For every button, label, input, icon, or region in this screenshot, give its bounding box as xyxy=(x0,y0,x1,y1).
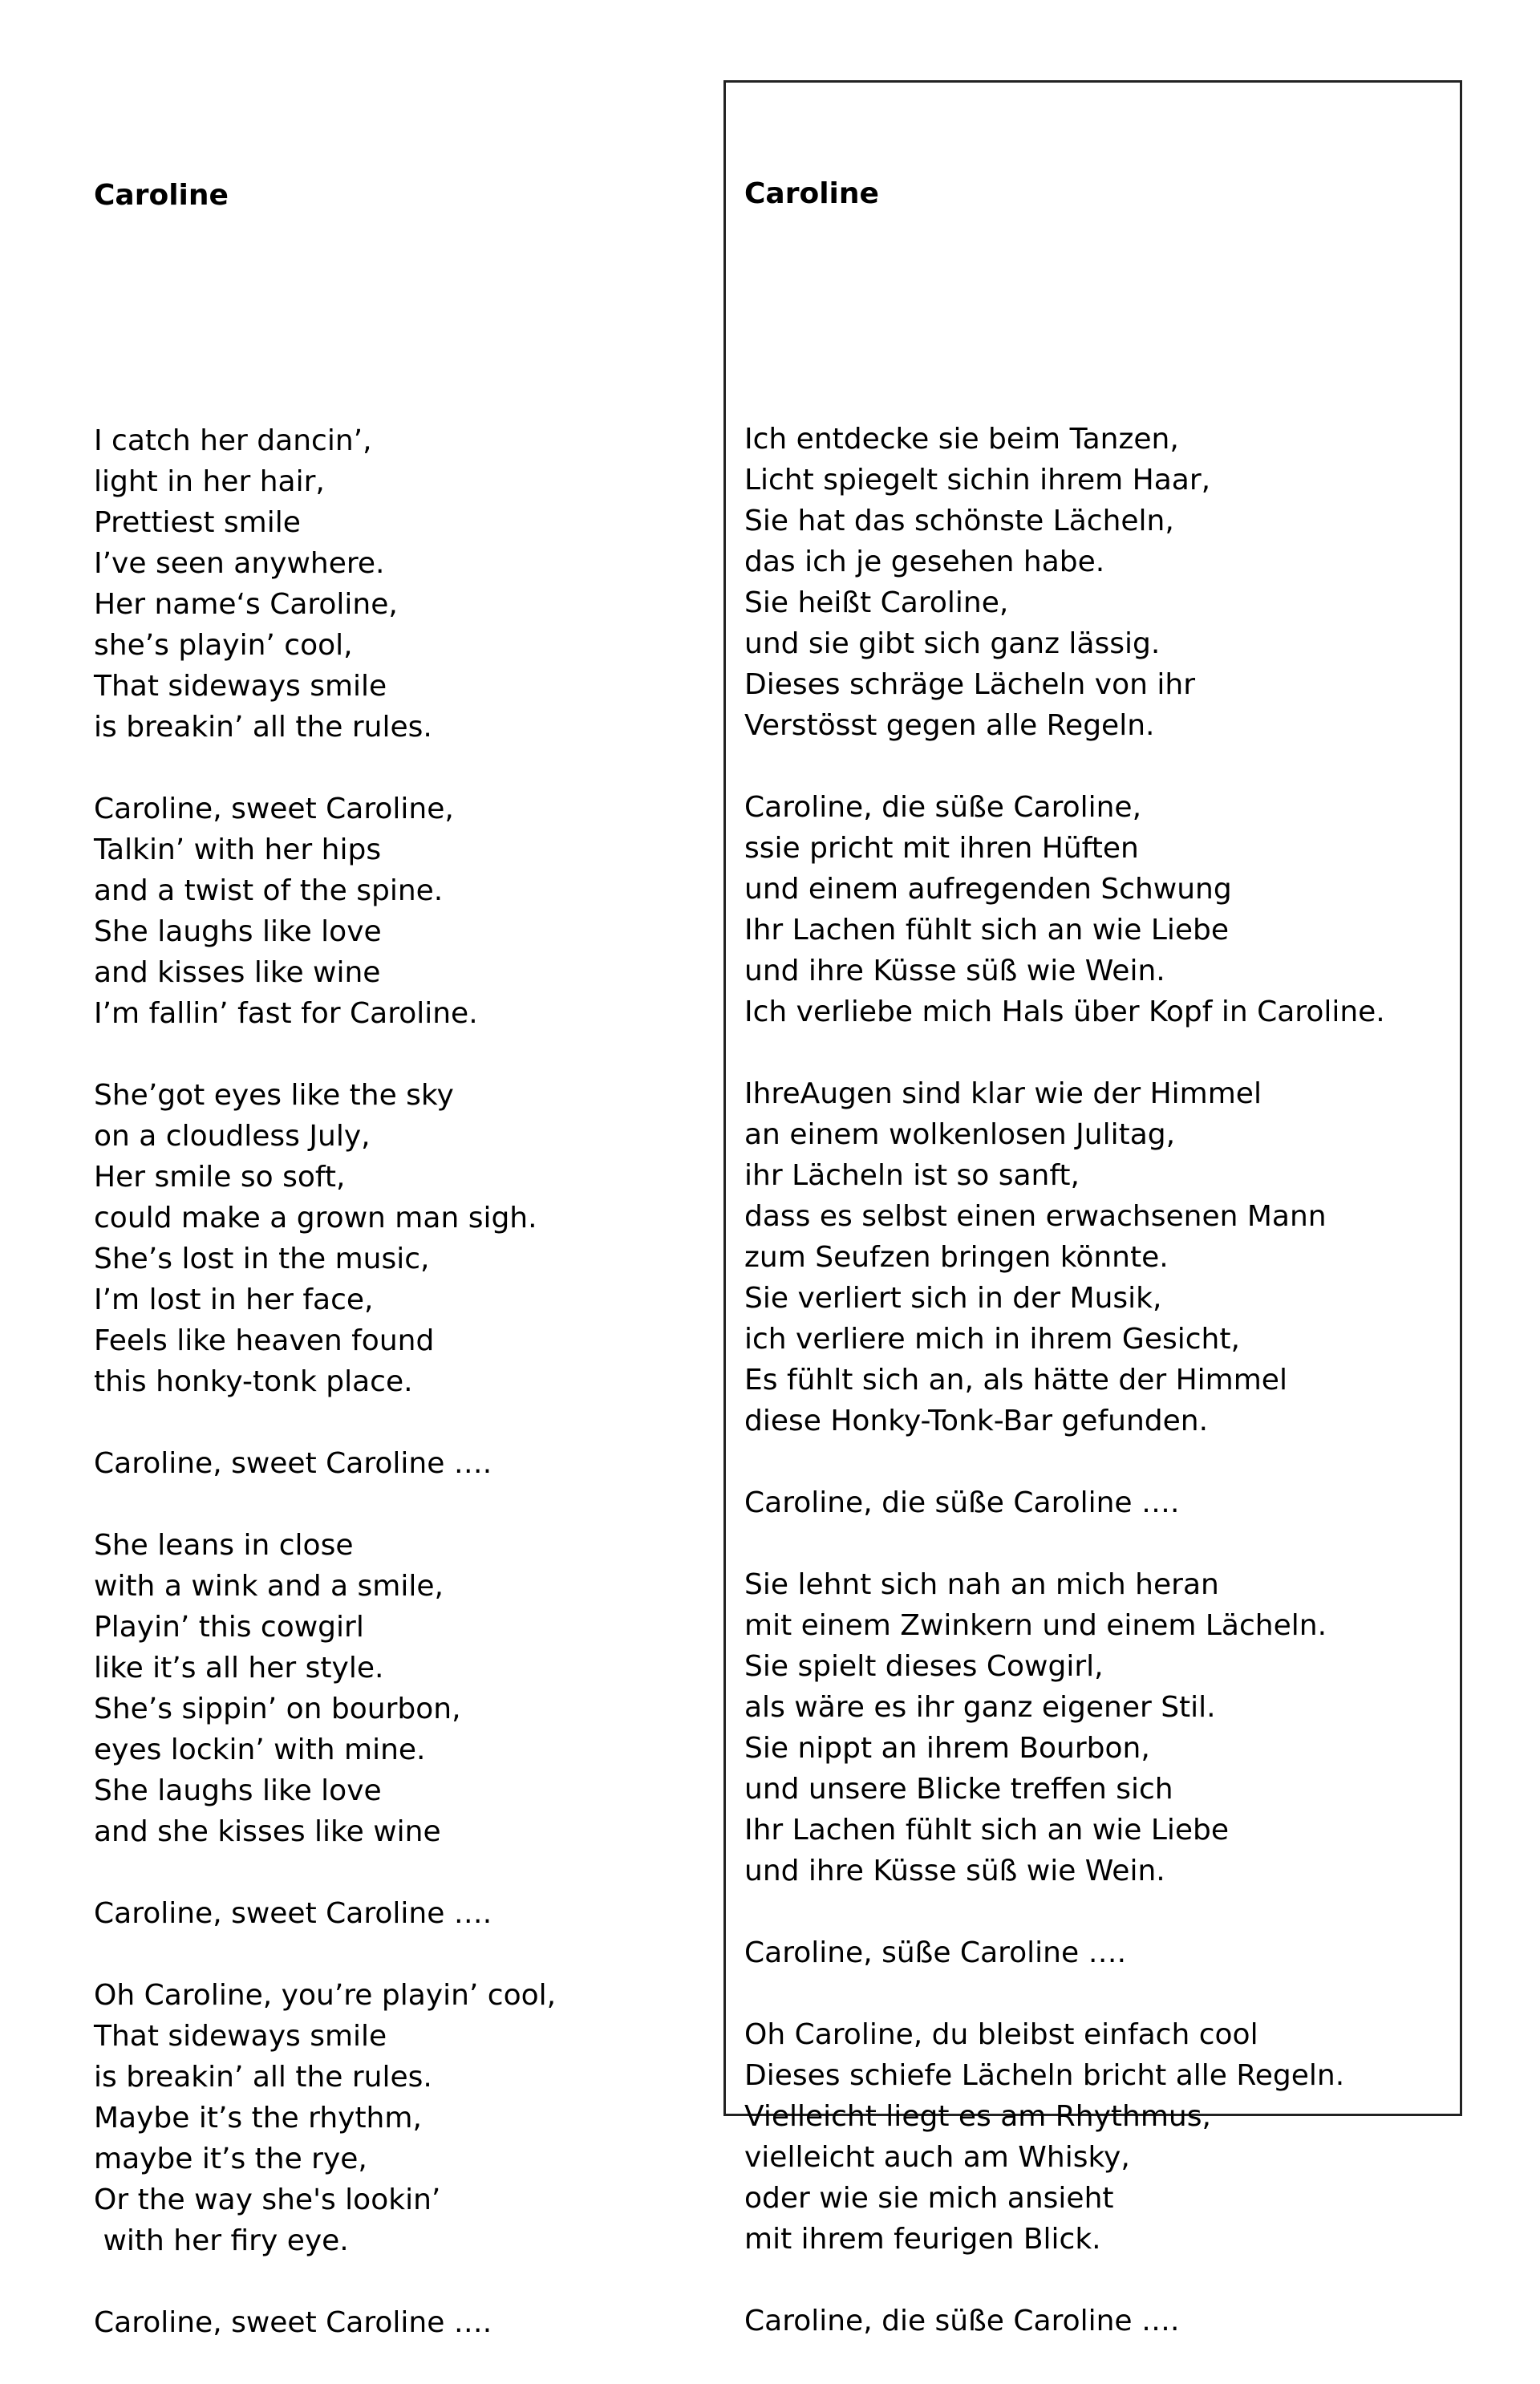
english-lyric-line: She laughs like love xyxy=(94,915,382,948)
english-lyric-line: Oh Caroline, you’re playin’ cool, xyxy=(94,1979,557,2012)
english-lyric-line: with a wink and a smile, xyxy=(94,1570,444,1603)
german-stanza xyxy=(744,1482,1450,1523)
german-stanzas xyxy=(744,419,1450,2341)
english-lyric-line: Her smile so soft, xyxy=(94,1161,346,1194)
german-lyric-line: Ihr Lachen fühlt sich an wie Liebe xyxy=(744,1814,1230,1847)
german-lyric-line: Es fühlt sich an, als hätte der Himmel xyxy=(744,1364,1287,1397)
german-lyric-line: Licht spiegelt sichin ihrem Haar, xyxy=(744,464,1211,497)
german-lyric-line: Caroline, süße Caroline …. xyxy=(744,1936,1127,1969)
german-lyric-line: Dieses schiefe Lächeln bricht alle Regeln. xyxy=(744,2059,1345,2092)
german-lyric-line: Ich verliebe mich Hals über Kopf in Caroline. xyxy=(744,995,1385,1028)
german-lyric-line: Sie nippt an ihrem Bourbon, xyxy=(744,1732,1150,1765)
english-lyric-line: She leans in close xyxy=(94,1529,354,1562)
german-lyric-line: oder wie sie mich ansieht xyxy=(744,2182,1114,2215)
german-stanza xyxy=(744,1073,1450,1441)
german-lyric-line: ssie pricht mit ihren Hüften xyxy=(744,832,1139,865)
german-stanza xyxy=(744,2301,1450,2341)
english-lyric-line: with her firy eye. xyxy=(94,2224,349,2257)
german-stanza xyxy=(744,1932,1450,1973)
english-lyric-line: eyes lockin’ with mine. xyxy=(94,1733,426,1766)
english-lyric-line: That sideways smile xyxy=(94,670,387,703)
german-lyric-line: Sie lehnt sich nah an mich heran xyxy=(744,1568,1219,1601)
german-lyric-line: zum Seufzen bringen könnte. xyxy=(744,1241,1169,1274)
english-stanza xyxy=(94,1893,703,1934)
title-spacer xyxy=(94,298,703,339)
english-lyric-line: I’m fallin’ fast for Caroline. xyxy=(94,997,478,1030)
german-lyric-line: vielleicht auch am Whisky, xyxy=(744,2141,1130,2174)
english-lyric-line: She laughs like love xyxy=(94,1774,382,1807)
english-lyric-line: and kisses like wine xyxy=(94,956,381,989)
english-lyric-line: this honky-tonk place. xyxy=(94,1365,413,1398)
german-lyric-line: Caroline, die süße Caroline …. xyxy=(744,2305,1180,2337)
english-lyric-line: She’s lost in the music, xyxy=(94,1243,430,1275)
english-lyric-line: on a cloudless July, xyxy=(94,1120,371,1153)
german-lyric-line: ich verliere mich in ihrem Gesicht, xyxy=(744,1323,1240,1356)
english-lyric-line: like it’s all her style. xyxy=(94,1652,384,1685)
english-lyric-line: Maybe it’s the rhythm, xyxy=(94,2102,422,2135)
english-lyric-line: light in her hair, xyxy=(94,465,325,498)
english-lyric-line: She’s sippin’ on bourbon, xyxy=(94,1693,461,1725)
german-stanza xyxy=(744,2014,1450,2260)
english-lyric-line: Or the way she's lookin’ xyxy=(94,2183,441,2216)
german-lyric-line: Caroline, die süße Caroline …. xyxy=(744,1486,1180,1519)
german-title: Caroline xyxy=(744,177,879,210)
english-title: Caroline xyxy=(94,179,229,212)
german-lyric-line: Caroline, die süße Caroline, xyxy=(744,791,1142,824)
english-lyric-line: I’m lost in her face, xyxy=(94,1283,374,1316)
german-lyrics-column xyxy=(744,91,1450,2382)
english-stanza xyxy=(94,1525,703,1852)
german-lyric-line: und sie gibt sich ganz lässig. xyxy=(744,627,1161,660)
german-lyric-line: Sie heißt Caroline, xyxy=(744,586,1009,619)
german-lyric-line: und ihre Küsse süß wie Wein. xyxy=(744,955,1165,987)
english-lyric-line: Caroline, sweet Caroline …. xyxy=(94,2306,492,2339)
english-lyric-line: That sideways smile xyxy=(94,2020,387,2053)
german-lyric-line: Sie hat das schönste Lächeln, xyxy=(744,505,1174,537)
german-stanza xyxy=(744,1564,1450,1891)
english-stanza xyxy=(94,2302,703,2343)
english-lyric-line: and she kisses like wine xyxy=(94,1815,441,1848)
english-stanza xyxy=(94,1975,703,2261)
german-lyric-line: Vielleicht liegt es am Rhythmus, xyxy=(744,2100,1211,2133)
german-lyric-line: und unsere Blicke treffen sich xyxy=(744,1773,1173,1806)
german-lyric-line: Sie spielt dieses Cowgirl, xyxy=(744,1650,1104,1683)
english-lyric-line: She’got eyes like the sky xyxy=(94,1079,454,1112)
german-lyric-line: und einem aufregenden Schwung xyxy=(744,873,1232,906)
german-stanza xyxy=(744,787,1450,1032)
english-lyric-line: and a twist of the spine. xyxy=(94,874,444,907)
german-lyric-line: IhreAugen sind klar wie der Himmel xyxy=(744,1077,1262,1110)
english-lyric-line: I catch her dancin’, xyxy=(94,424,372,457)
english-lyric-line: Her name‘s Caroline, xyxy=(94,588,398,621)
english-lyric-line: she’s playin’ cool, xyxy=(94,629,353,662)
german-lyric-line: Ihr Lachen fühlt sich an wie Liebe xyxy=(744,914,1230,947)
english-lyric-line: Playin’ this cowgirl xyxy=(94,1611,364,1644)
english-lyric-line: Caroline, sweet Caroline, xyxy=(94,793,454,825)
english-lyric-line: Talkin’ with her hips xyxy=(94,833,382,866)
german-lyric-line: Sie verliert sich in der Musik, xyxy=(744,1282,1162,1315)
english-lyrics-column xyxy=(94,93,703,2384)
english-stanza xyxy=(94,789,703,1034)
german-lyric-line: mit ihrem feurigen Blick. xyxy=(744,2223,1101,2256)
german-lyric-line: Oh Caroline, du bleibst einfach cool xyxy=(744,2018,1258,2051)
german-lyric-line: und ihre Küsse süß wie Wein. xyxy=(744,1855,1165,1887)
english-lyric-line: is breakin’ all the rules. xyxy=(94,2061,432,2094)
german-lyric-line: das ich je gesehen habe. xyxy=(744,545,1105,578)
english-lyric-line: could make a grown man sigh. xyxy=(94,1202,537,1235)
english-lyric-line: Caroline, sweet Caroline …. xyxy=(94,1447,492,1480)
german-lyric-line: Verstösst gegen alle Regeln. xyxy=(744,709,1155,742)
german-stanza xyxy=(744,419,1450,746)
english-stanza xyxy=(94,420,703,748)
german-lyric-line: Dieses schräge Lächeln von ihr xyxy=(744,668,1195,701)
english-lyric-line: Prettiest smile xyxy=(94,506,301,539)
english-lyric-line: I’ve seen anywhere. xyxy=(94,547,385,580)
german-lyric-line: mit einem Zwinkern und einem Lächeln. xyxy=(744,1609,1327,1642)
english-lyric-line: Feels like heaven found xyxy=(94,1324,435,1357)
english-stanza xyxy=(94,1443,703,1484)
german-lyric-line: dass es selbst einen erwachsenen Mann xyxy=(744,1200,1327,1233)
english-lyric-line: is breakin’ all the rules. xyxy=(94,711,432,744)
english-lyric-line: maybe it’s the rye, xyxy=(94,2143,367,2175)
german-lyric-line: diese Honky-Tonk-Bar gefunden. xyxy=(744,1405,1209,1437)
german-lyric-line: als wäre es ihr ganz eigener Stil. xyxy=(744,1691,1216,1724)
title-spacer xyxy=(744,296,1450,337)
english-stanza xyxy=(94,1075,703,1402)
english-lyric-line: Caroline, sweet Caroline …. xyxy=(94,1897,492,1930)
english-stanzas xyxy=(94,420,703,2343)
german-lyric-line: ihr Lächeln ist so sanft, xyxy=(744,1159,1080,1192)
german-lyric-line: Ich entdecke sie beim Tanzen, xyxy=(744,423,1179,456)
german-lyric-line: an einem wolkenlosen Julitag, xyxy=(744,1118,1176,1151)
